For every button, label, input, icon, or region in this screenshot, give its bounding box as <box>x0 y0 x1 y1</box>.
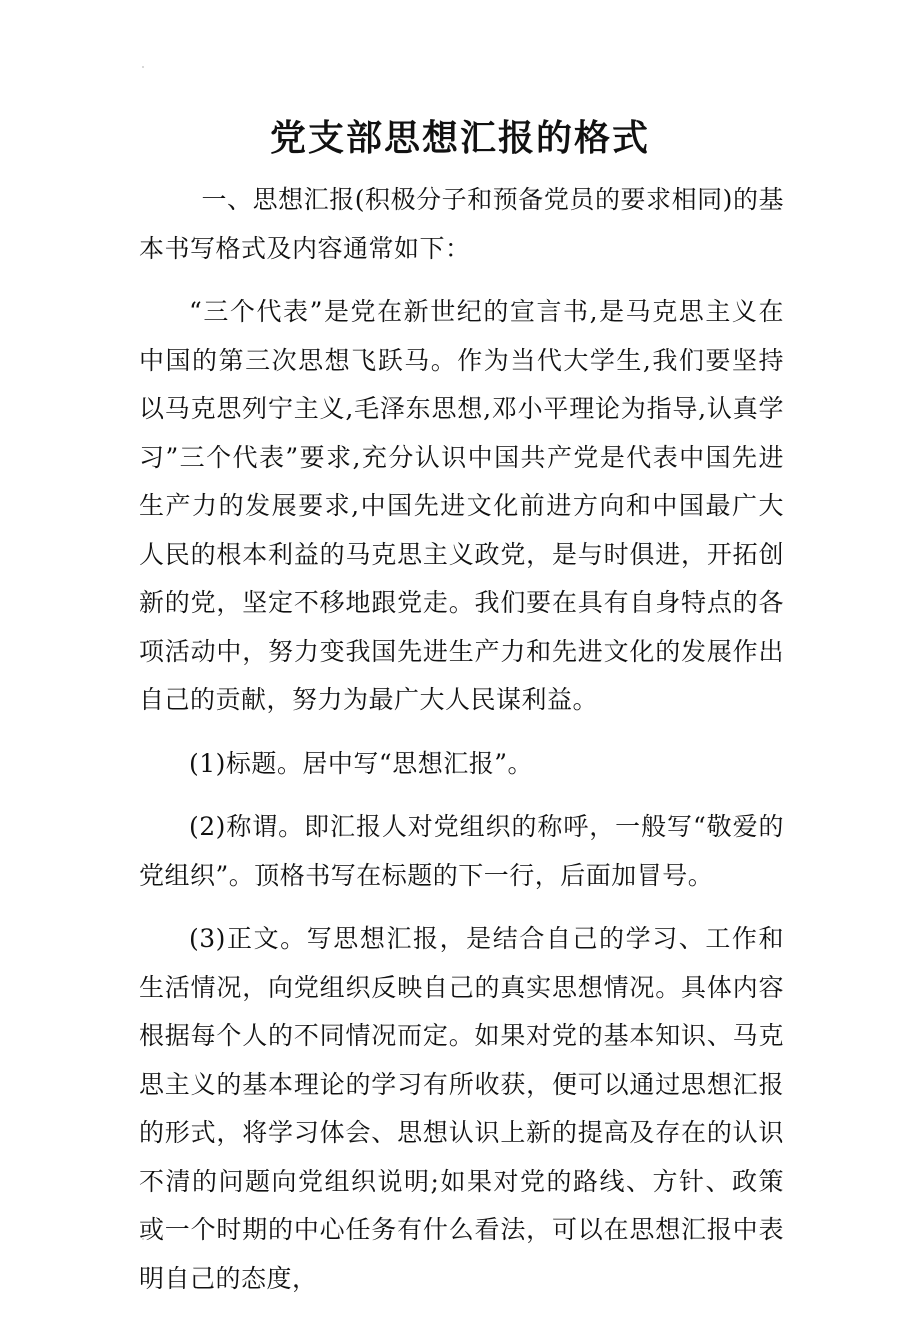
document-title: 党支部思想汇报的格式 <box>269 117 650 159</box>
paragraph-title-rule: (1)标题。居中写“思想汇报”。 <box>189 748 533 778</box>
scan-speck <box>142 66 144 68</box>
paragraph-three-represents: “三个代表”是党在新世纪的宣言书,是马克思主义在中国的第三次思想飞跃马。作为当代大学生,我们要坚持以马克思列宁主义,毛泽东思想,邓小平理论为指导,认真学习”三个代表”要求,充分认识中国共产党是代表中国先进生产力的发展要求,中国先进文化前进方向和中国最广大人民的根本利益的马克思主义政党，是与时俱进，开拓创新的党，坚定不移地跟党走。我们要在具有自身特点的各项活动中，努力变我国先进生产力和先进文化的发展作出自己的贡献，努力为最广大人民谋利益。 <box>139 297 784 714</box>
paragraph-intro: 一、思想汇报(积极分子和预备党员的要求相同)的基本书写格式及内容通常如下： <box>139 185 784 263</box>
paragraph-body-rule: (3)正文。写思想汇报，是结合自己的学习、工作和生活情况，向党组织反映自己的真实思想情况。具体内容根据每个人的不同情况而定。如果对党的基本知识、马克思主义的基本理论的学习有所收获，便可以通过思想汇报的形式，将学习体会、思想认识上新的提高及存在的认识不清的问题向党组织说明;如果对党的路线、方针、政策或一个时期的中心任务有什么看法，可以在思想汇报中表明自己的态度， <box>139 924 784 1293</box>
document-body <box>139 176 784 1318</box>
paragraph-salutation-rule: (2)称谓。即汇报人对党组织的称呼，一般写“敬爱的党组织”。顶格书写在标题的下一行，后面加冒号。 <box>139 812 784 890</box>
